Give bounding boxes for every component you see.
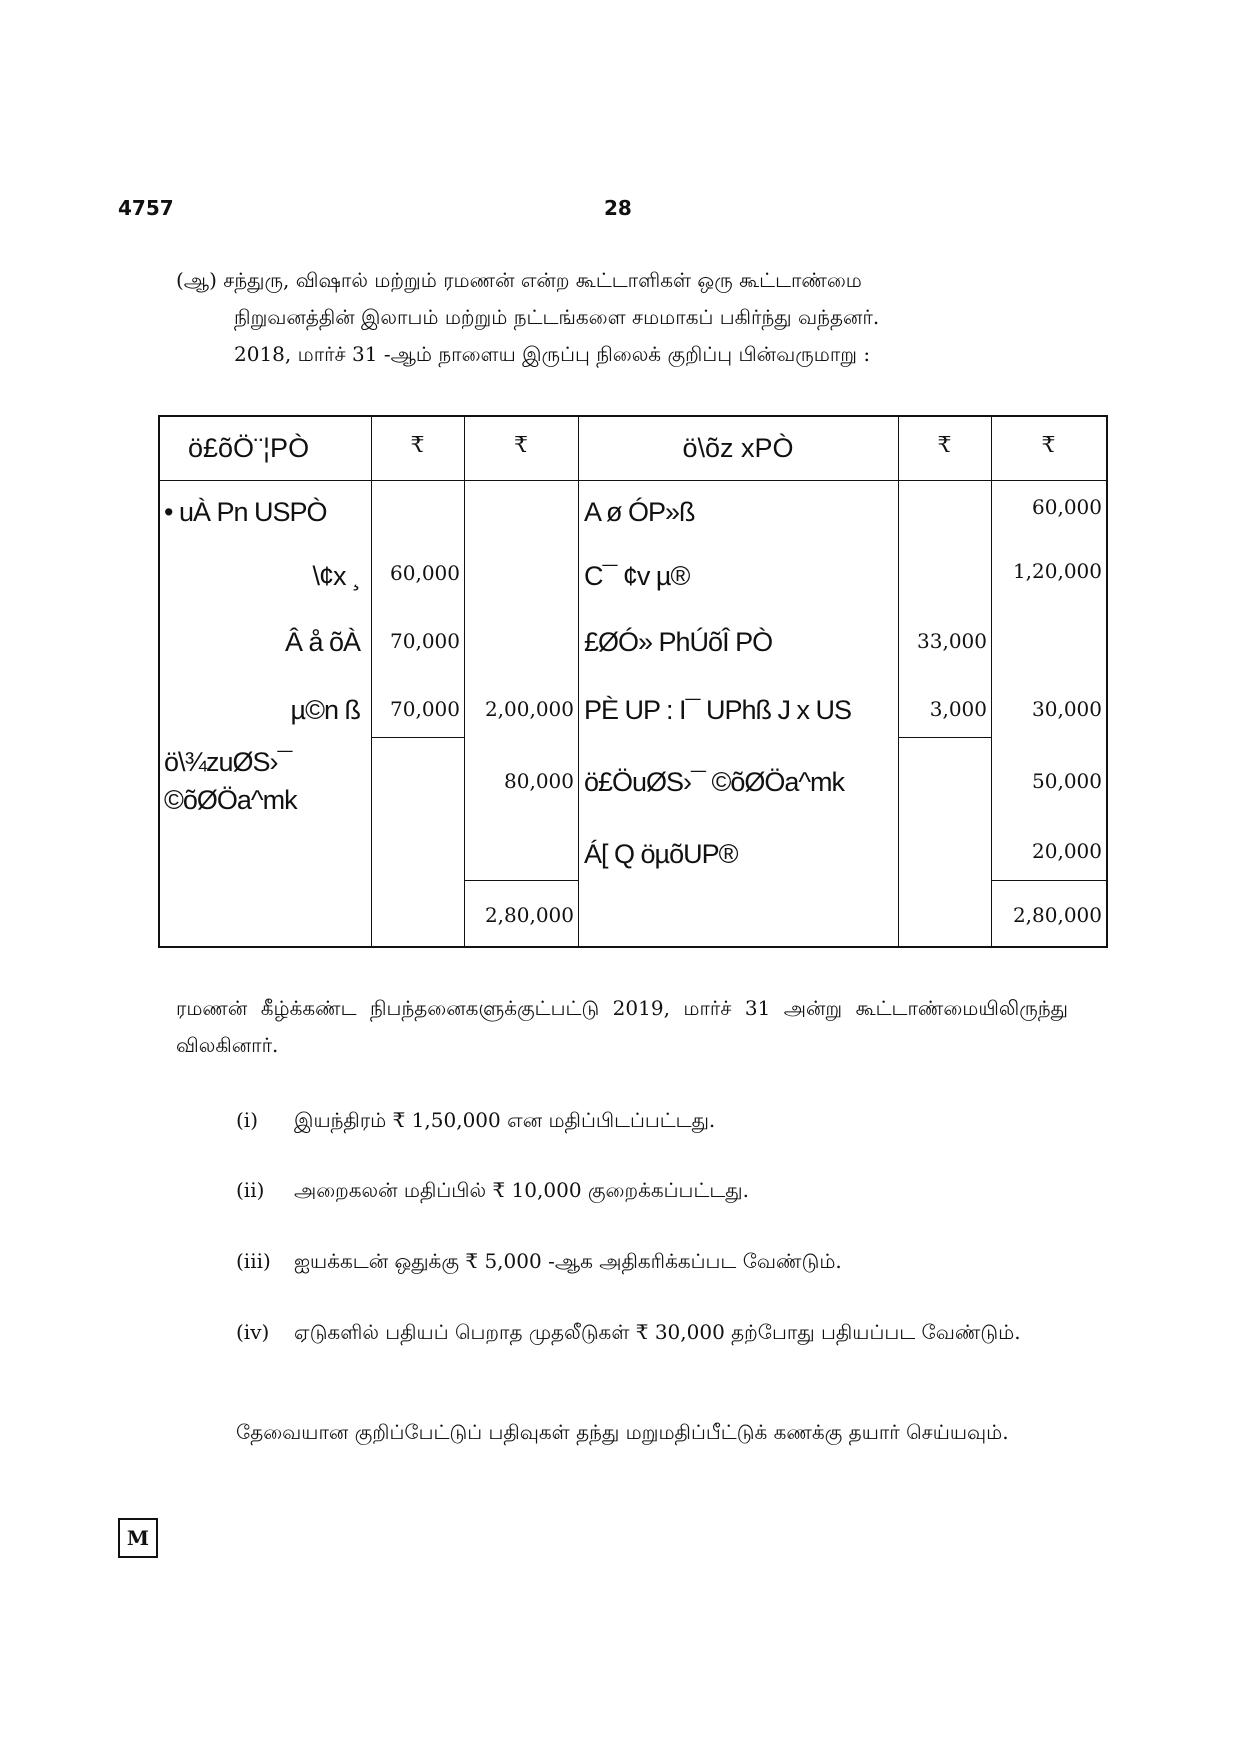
col-divider [371, 417, 372, 946]
instruction-text: தேவையான குறிப்பேட்டுப் பதிவுகள் தந்து மறுமதிப்பீட்டுக் கணக்கு தயார் செய்யவும். [236, 1420, 1009, 1444]
total-line [991, 880, 1106, 881]
header-divider [160, 480, 1106, 481]
condition-text: ஐயக்கடன் ஒதுக்கு ₹ 5,000 -ஆக அதிகரிக்கப்பட வேண்டும். [294, 1249, 842, 1273]
rupee-header: ₹ [410, 433, 425, 458]
question-code: 4757 [118, 196, 174, 220]
condition-item [236, 1243, 1068, 1283]
intro-line-1: (ஆ) சந்துரு, விஷால் மற்றும் ரமணன் என்ற கூட்டாளிகள் ஒரு கூட்டாண்மை [176, 268, 862, 292]
asset-label: £ØÓ» PhÚõÎ PÒ [584, 627, 773, 657]
col-divider [464, 417, 465, 946]
asset-amount: 1,20,000 [1012, 559, 1102, 583]
retirement-paragraph: ரமணன் கீழ்க்கண்ட நிபந்தனைகளுக்குட்பட்டு 2019, மார்ச் 31 அன்று கூட்டாண்மையிலிருந்து விலகினார். [176, 996, 1068, 1057]
asset-amount: 30,000 [1032, 697, 1102, 721]
footer-mark-box: M [118, 1518, 158, 1558]
intro-paragraph [176, 262, 1068, 373]
assets-total: 2,80,000 [1012, 903, 1102, 927]
condition-item [236, 1102, 1068, 1142]
partner-capital: 70,000 [390, 697, 460, 721]
rupee-header: ₹ [514, 433, 528, 458]
capital-accounts-label: • uÀ Pn USPÒ [164, 497, 327, 527]
balance-sheet-table [158, 415, 1108, 948]
condition-item [236, 1314, 1068, 1394]
total-line [464, 880, 578, 881]
asset-label: ö£ÖuØS›¯ ©õØÖa^mk [584, 767, 845, 797]
liabilities-header: ö£õÖ¨¦PÒ [188, 433, 310, 463]
rupee-header: ₹ [937, 433, 952, 458]
condition-text: ஏடுகளில் பதியப் பெறாத முதலீடுகள் ₹ 30,000 தற்போது பதியப்பட வேண்டும். [294, 1320, 1021, 1344]
asset-amount: 20,000 [1032, 839, 1102, 863]
asset-amount: 50,000 [1032, 769, 1102, 793]
creditors-label: ö\¾zuØS›¯ [164, 747, 292, 777]
capital-total: 2,00,000 [484, 697, 574, 721]
asset-amount: 60,000 [1032, 495, 1102, 519]
asset-label: C¯ ¢v µ® [584, 561, 690, 591]
partner-capital: 70,000 [390, 629, 460, 653]
asset-label: A ø ÓP»ß [584, 497, 695, 527]
question-marker: (ஆ) [176, 268, 217, 292]
asset-sub-amount: 33,000 [917, 629, 987, 653]
condition-text: இயந்திரம் ₹ 1,50,000 என மதிப்பிடப்பட்டது. [294, 1108, 716, 1132]
assets-header: ö\õz xPÒ [682, 433, 794, 463]
intro-line-3: 2018, மார்ச் 31 -ஆம் நாளைய இருப்பு நிலைக் குறிப்பு பின்வருமாறு : [234, 342, 871, 366]
col-divider [898, 417, 899, 946]
partner-name: µ©n ß [290, 695, 360, 725]
partner-name: Â å õÀ [284, 627, 360, 657]
asset-label: Á[ Q öµõUP® [584, 839, 738, 869]
col-divider [578, 417, 579, 946]
subtotal-line [371, 737, 464, 738]
rupee-header: ₹ [1041, 433, 1056, 458]
condition-label: (iii) [236, 1249, 271, 1273]
subtotal-line [898, 737, 991, 738]
condition-label: (iv) [236, 1320, 270, 1344]
condition-label: (ii) [236, 1178, 265, 1202]
creditors-amount: 80,000 [504, 769, 574, 793]
asset-sub-amount: 3,000 [929, 697, 987, 721]
creditors-label: ©õØÖa^mk [164, 785, 297, 815]
liabilities-total: 2,80,000 [484, 903, 574, 927]
condition-item [236, 1172, 1068, 1212]
condition-label: (i) [236, 1108, 259, 1132]
partner-capital: 60,000 [390, 561, 460, 585]
condition-text: அறைகலன் மதிப்பில் ₹ 10,000 குறைக்கப்பட்டது. [294, 1178, 749, 1202]
partner-name: \¢x ¸ [312, 561, 360, 591]
asset-label: PÈ UP : I¯ UPhß J x US [584, 695, 851, 725]
page-number: 28 [604, 196, 632, 220]
intro-line-2: நிறுவனத்தின் இலாபம் மற்றும் நட்டங்களை சமமாகப் பகிர்ந்து வந்தனர். [234, 305, 880, 329]
